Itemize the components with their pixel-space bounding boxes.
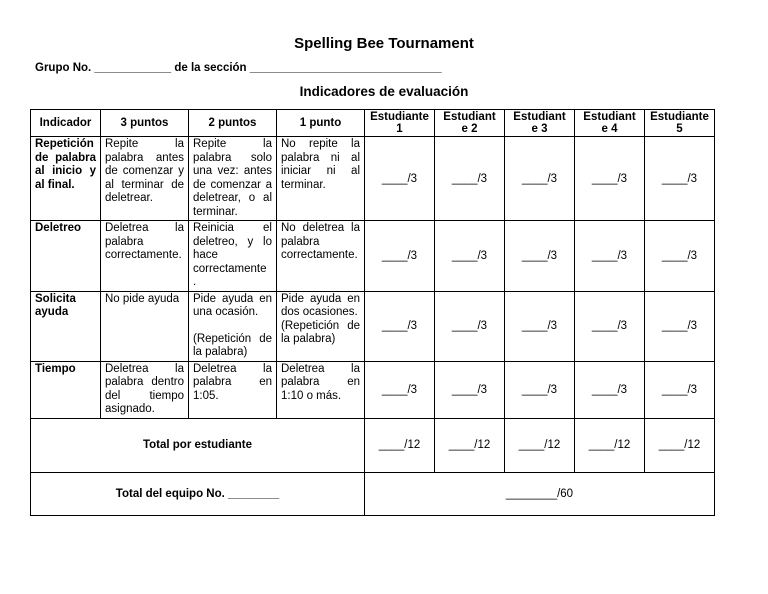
score-student-3: ____/3 — [505, 361, 575, 418]
header-student-1: Estudiante 1 — [365, 110, 435, 137]
total-student-4: ____/12 — [575, 418, 645, 472]
header-1-point: 1 punto — [277, 110, 365, 137]
total-student-3: ____/12 — [505, 418, 575, 472]
desc-1-point-text: Pide ayuda en dos ocasiones. — [281, 292, 360, 318]
total-student-1: ____/12 — [365, 418, 435, 472]
desc-2-points: Reinicia el deletreo, y lo hace correctamente . — [189, 221, 277, 292]
score-student-3: ____/3 — [505, 291, 575, 361]
header-3-points: 3 puntos — [101, 110, 189, 137]
total-team-row — [31, 472, 715, 515]
score-student-3: ____/3 — [505, 137, 575, 221]
table-row — [31, 291, 715, 361]
indicator-cell: Deletreo — [31, 221, 101, 292]
total-team-label: Total del equipo No. ________ — [31, 472, 365, 515]
score-student-2: ____/3 — [435, 361, 505, 418]
total-student-2: ____/12 — [435, 418, 505, 472]
header-row — [31, 110, 715, 137]
document-title: Spelling Bee Tournament — [294, 35, 474, 52]
score-student-1: ____/3 — [365, 221, 435, 292]
score-student-5: ____/3 — [645, 291, 715, 361]
score-student-5: ____/3 — [645, 137, 715, 221]
desc-2-points: Repite la palabra solo una vez: antes de comenzar a deletrear, o al terminar. — [189, 137, 277, 221]
score-student-2: ____/3 — [435, 137, 505, 221]
desc-1-point: Deletrea la palabra en 1:10 o más. — [277, 361, 365, 418]
desc-1-point: No repite la palabra ni al iniciar ni al terminar. — [277, 137, 365, 221]
total-student-row — [31, 418, 715, 472]
score-student-1: ____/3 — [365, 137, 435, 221]
indicator-cell: Tiempo — [31, 361, 101, 418]
desc-3-points: No pide ayuda — [101, 291, 189, 361]
header-indicator: Indicador — [31, 110, 101, 137]
total-student-5: ____/12 — [645, 418, 715, 472]
desc-2-points: Deletrea la palabra en 1:05. — [189, 361, 277, 418]
score-student-4: ____/3 — [575, 221, 645, 292]
score-student-5: ____/3 — [645, 361, 715, 418]
desc-3-points: Deletrea la palabra dentro del tiempo asignado. — [101, 361, 189, 418]
indicator-cell: Repetición de palabra al inicio y al final. — [31, 137, 101, 221]
indicator-cell: Solicita ayuda — [31, 291, 101, 361]
desc-1-point: No deletrea la palabra correctamente. — [277, 221, 365, 292]
desc-1-point-note: (Repetición de la palabra) — [281, 319, 360, 345]
score-student-4: ____/3 — [575, 361, 645, 418]
header-student-2: Estudiant e 2 — [435, 110, 505, 137]
total-team-score: ________/60 — [365, 472, 715, 515]
table-row — [31, 361, 715, 418]
table-row — [31, 137, 715, 221]
desc-2-points-text: Pide ayuda en una ocasión. — [193, 292, 272, 318]
score-student-4: ____/3 — [575, 137, 645, 221]
header-student-3: Estudiant e 3 — [505, 110, 575, 137]
desc-2-points-note: (Repetición de la palabra) — [193, 332, 272, 358]
score-student-4: ____/3 — [575, 291, 645, 361]
rubric-table — [30, 109, 715, 516]
evaluation-indicators-heading: Indicadores de evaluación — [299, 84, 469, 99]
table-row — [31, 221, 715, 292]
desc-3-points: Repite la palabra antes de comenzar y al terminar de deletrear. — [101, 137, 189, 221]
score-student-3: ____/3 — [505, 221, 575, 292]
desc-2-points — [189, 291, 277, 361]
total-student-label: Total por estudiante — [31, 418, 365, 472]
score-student-1: ____/3 — [365, 291, 435, 361]
header-student-5: Estudiante 5 — [645, 110, 715, 137]
group-section-line: Grupo No. ____________ de la sección ______________________________ — [35, 62, 442, 74]
score-student-5: ____/3 — [645, 221, 715, 292]
score-student-2: ____/3 — [435, 221, 505, 292]
desc-3-points: Deletrea la palabra correctamente. — [101, 221, 189, 292]
header-student-4: Estudiant e 4 — [575, 110, 645, 137]
score-student-1: ____/3 — [365, 361, 435, 418]
header-2-points: 2 puntos — [189, 110, 277, 137]
score-student-2: ____/3 — [435, 291, 505, 361]
desc-1-point — [277, 291, 365, 361]
